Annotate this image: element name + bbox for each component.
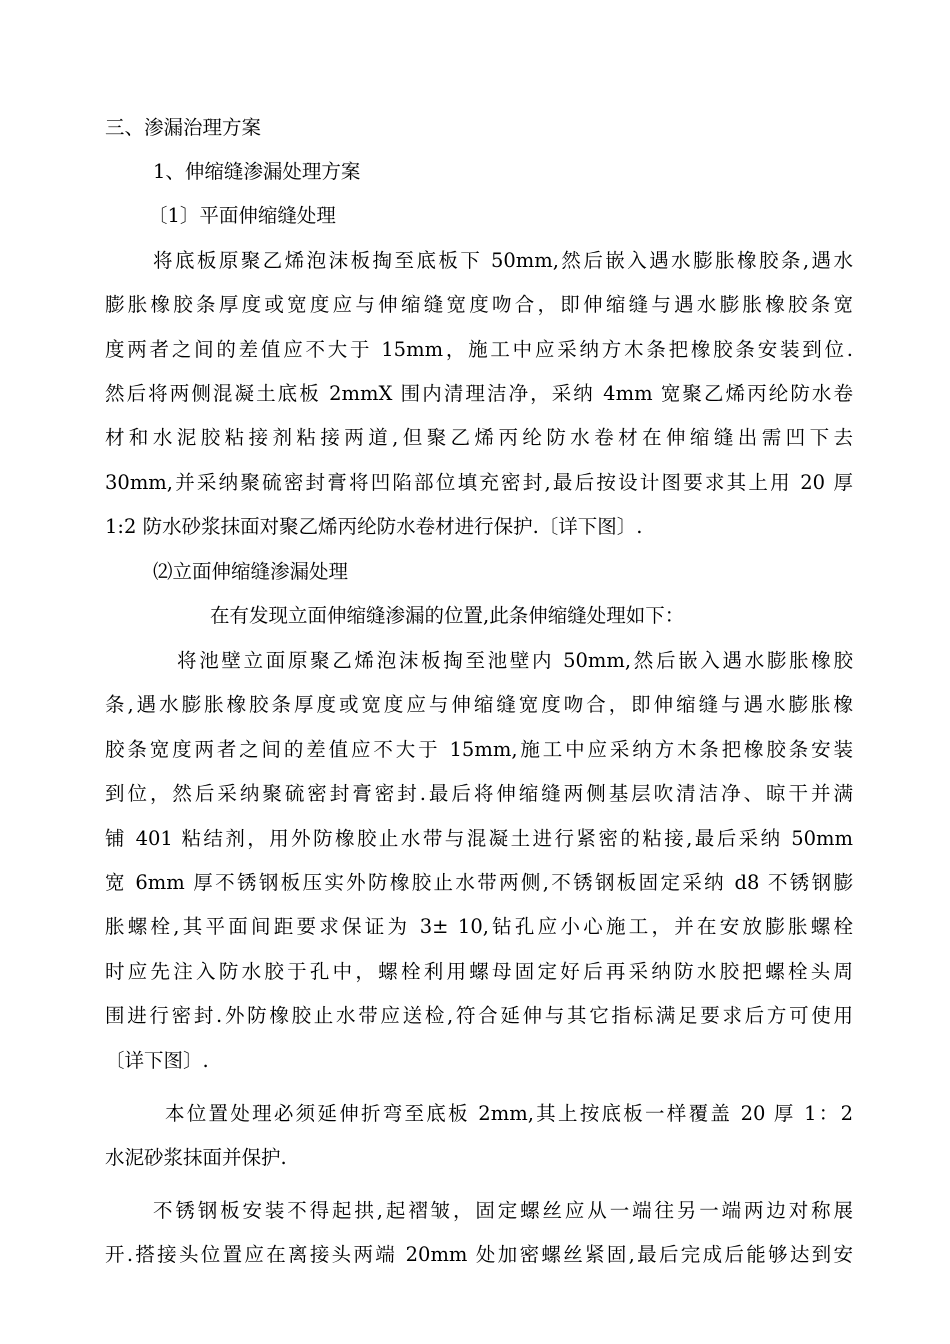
paragraph-line: 胀螺栓,其平面间距要求保证为 3± 10,钻孔应小心施工，并在安放膨胀螺栓 <box>105 915 853 938</box>
paragraph-line: 本位置处理必须延伸折弯至底板 2mm,其上按底板一样覆盖 20 厚 1：2 <box>165 1102 853 1125</box>
paragraph-line: 条,遇水膨胀橡胶条厚度或宽度应与伸缩缝宽度吻合，即伸缩缝与遇水膨胀橡 <box>105 693 853 716</box>
item-heading-2: ⑵立面伸缩缝渗漏处理 <box>153 560 349 583</box>
paragraph-line: 水泥砂浆抹面并保护. <box>105 1146 287 1169</box>
paragraph-line: 30mm,并采纳聚硫密封膏将凹陷部位填充密封,最后按设计图要求其上用 20 厚 <box>105 471 853 494</box>
paragraph-line: 将池壁立面原聚乙烯泡沫板掏至池壁内 50mm,然后嵌入遇水膨胀橡胶 <box>177 649 853 672</box>
paragraph-line: 膨胀橡胶条厚度或宽度应与伸缩缝宽度吻合，即伸缩缝与遇水膨胀橡胶条宽 <box>105 293 853 316</box>
subsection-heading: 1、伸缩缝渗漏处理方案 <box>153 160 361 183</box>
paragraph-line: 将底板原聚乙烯泡沫板掏至底板下 50mm,然后嵌入遇水膨胀橡胶条,遇水 <box>153 249 853 272</box>
paragraph-intro: 在有发现立面伸缩缝渗漏的位置,此条伸缩缝处理如下： <box>210 604 685 627</box>
paragraph-line: 不锈钢板安装不得起拱,起褶皱，固定螺丝应从一端往另一端两边对称展 <box>153 1199 853 1222</box>
paragraph-line: 胶条宽度两者之间的差值应不大于 15mm,施工中应采纳方木条把橡胶条安装 <box>105 738 853 761</box>
paragraph-line: 〔详下图〕. <box>105 1049 209 1072</box>
paragraph-line: 1:2 防水砂浆抹面对聚乙烯丙纶防水卷材进行保护.〔详下图〕. <box>105 515 643 538</box>
paragraph-line: 时应先注入防水胶于孔中，螺栓利用螺母固定好后再采纳防水胶把螺栓头周 <box>105 960 853 983</box>
paragraph-line: 度两者之间的差值应不大于 15mm，施工中应采纳方木条把橡胶条安装到位. <box>105 338 853 361</box>
paragraph-line: 铺 401 粘结剂，用外防橡胶止水带与混凝土进行紧密的粘接,最后采纳 50mm <box>105 827 853 850</box>
paragraph-line: 然后将两侧混凝土底板 2mmX 围内清理洁净，采纳 4mm 宽聚乙烯丙纶防水卷 <box>105 382 853 405</box>
paragraph-line: 到位，然后采纳聚硫密封膏密封.最后将伸缩缝两侧基层吹清洁净、晾干并满 <box>105 782 853 805</box>
item-heading-1: 〔1〕平面伸缩缝处理 <box>148 204 336 227</box>
paragraph-line: 开.搭接头位置应在离接头两端 20mm 处加密螺丝紧固,最后完成后能够达到安 <box>105 1243 853 1266</box>
section-heading: 三、渗漏治理方案 <box>105 116 262 139</box>
paragraph-line: 宽 6mm 厚不锈钢板压实外防橡胶止水带两侧,不锈钢板固定采纳 d8 不锈钢膨 <box>105 871 853 894</box>
paragraph-line: 围进行密封.外防橡胶止水带应送检,符合延伸与其它指标满足要求后方可使用 <box>105 1004 853 1027</box>
paragraph-line: 材和水泥胶粘接剂粘接两道,但聚乙烯丙纶防水卷材在伸缩缝出需凹下去 <box>105 426 853 449</box>
